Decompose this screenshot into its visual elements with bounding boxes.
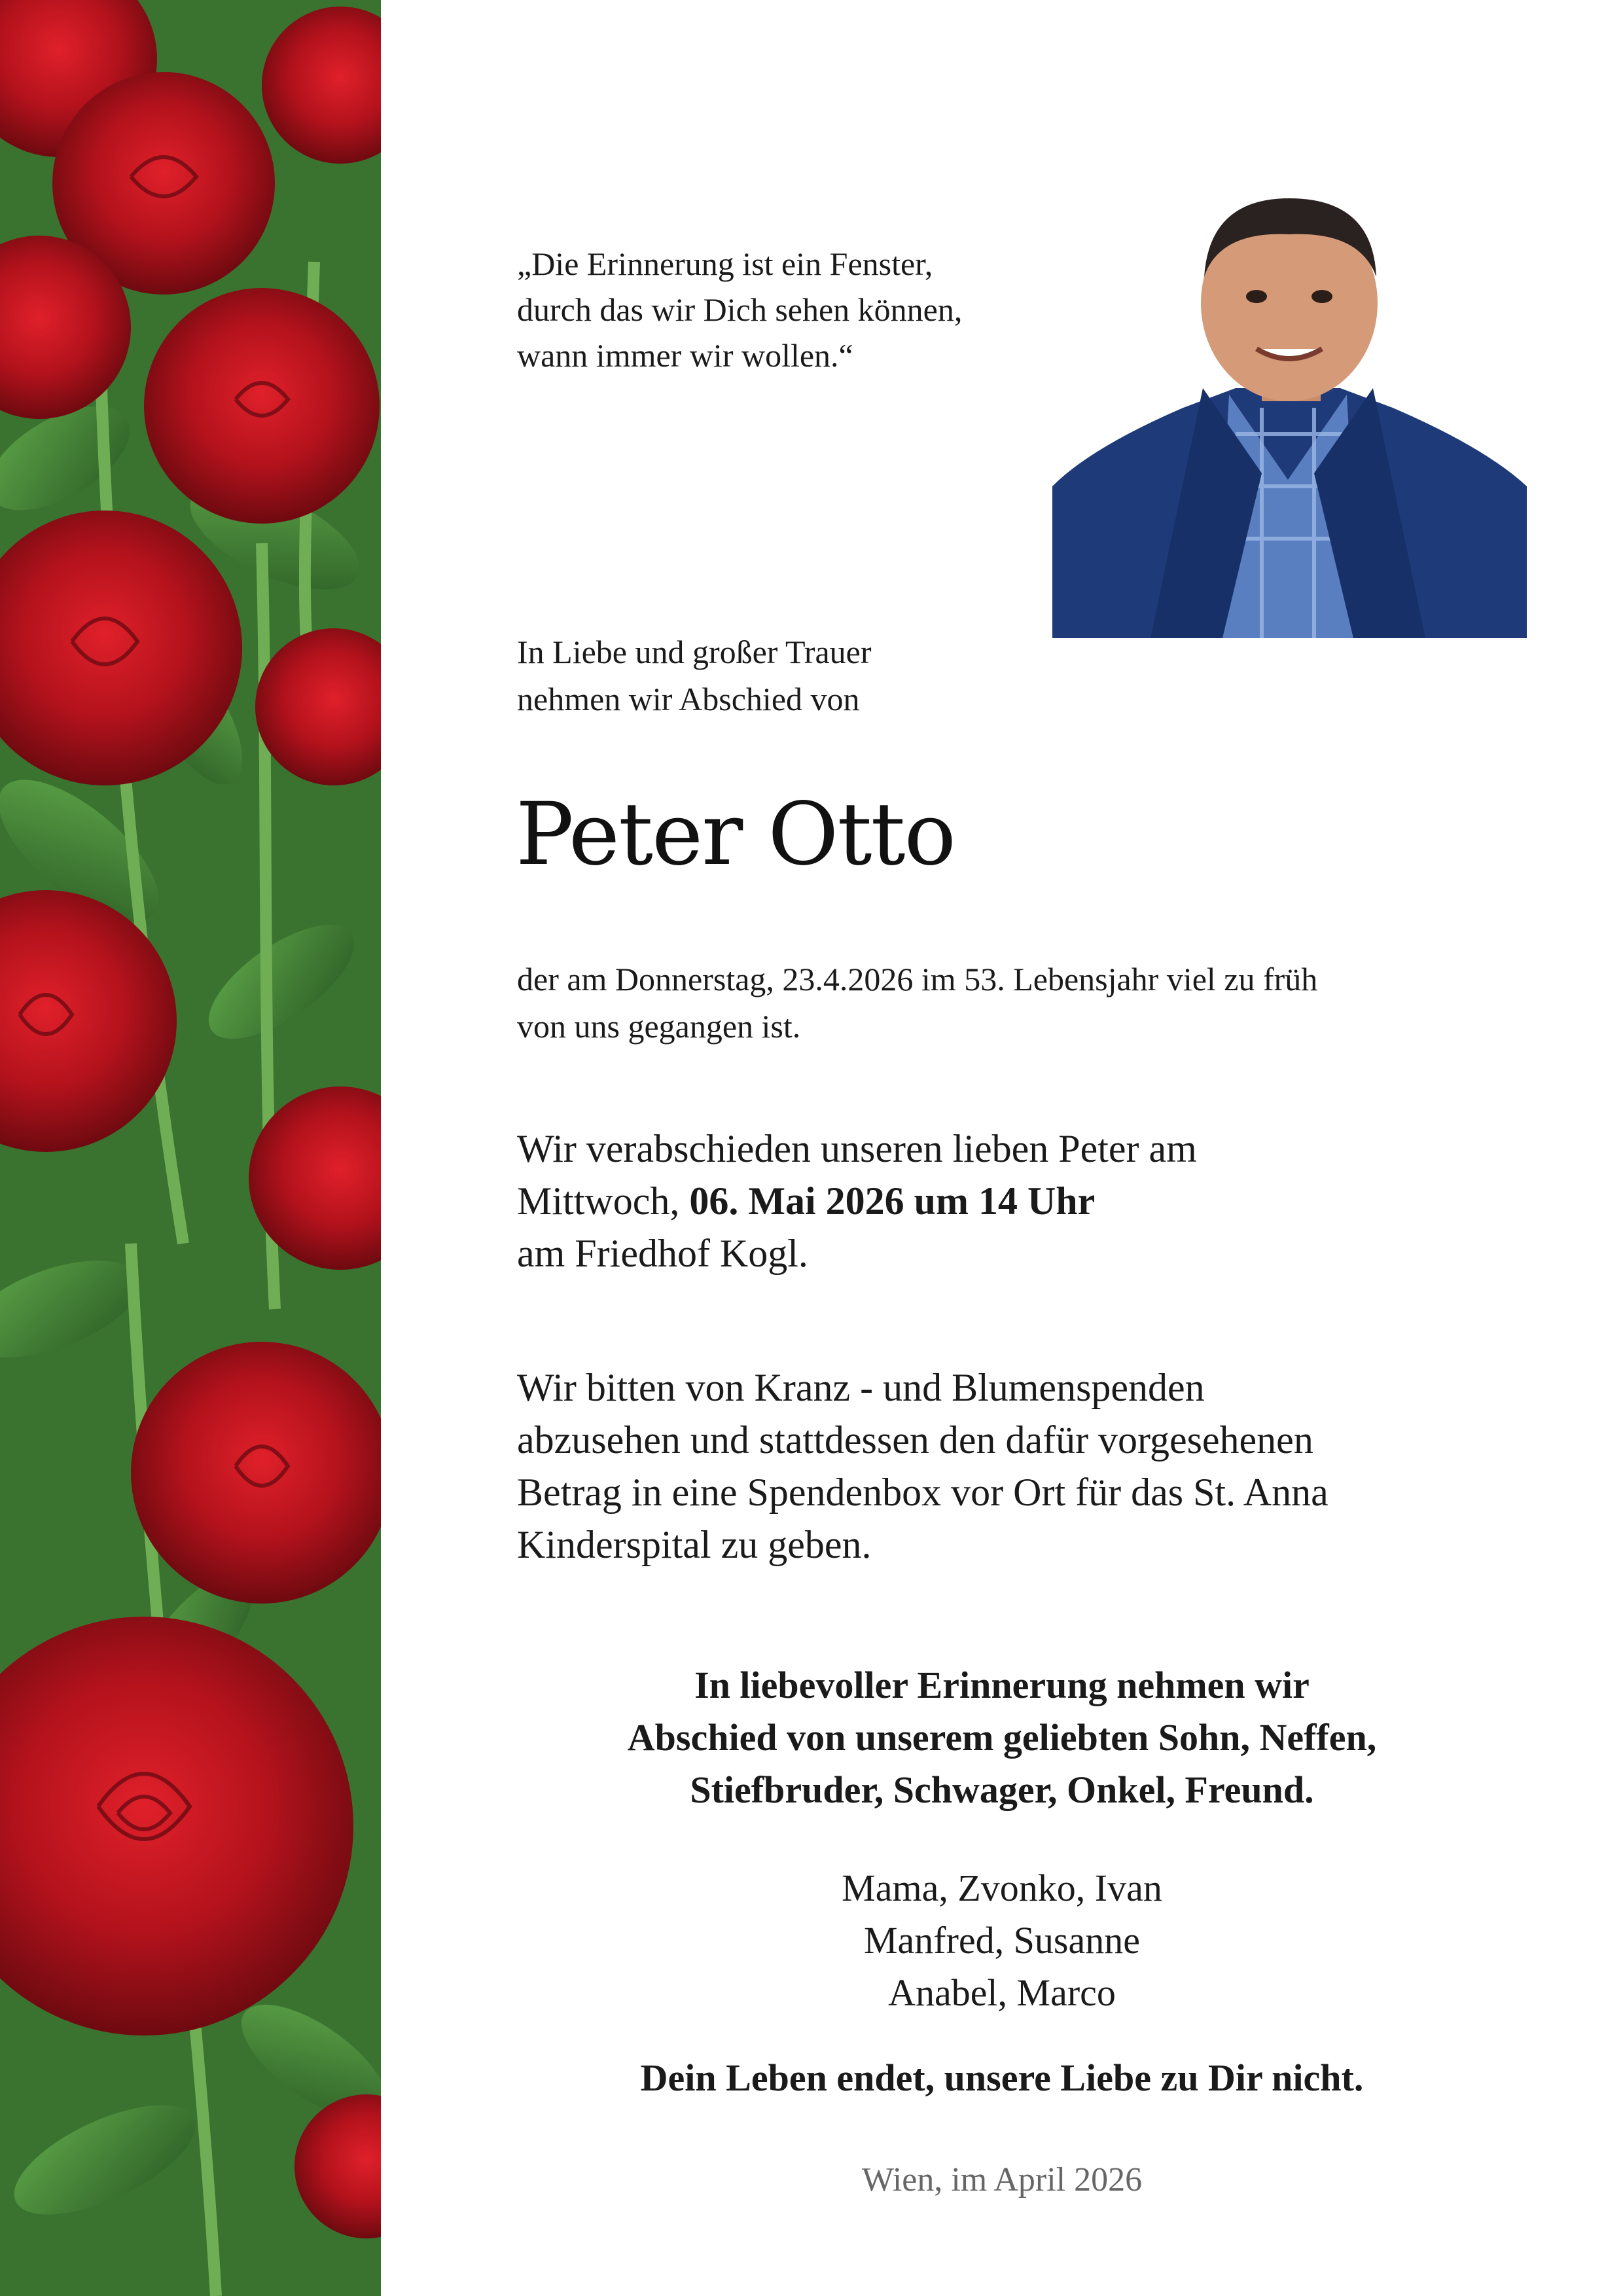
memory-line: In liebevoller Erinnerung nehmen wir — [694, 1664, 1310, 1706]
family-signatures — [381, 1862, 1623, 2019]
deceased-name: Peter Otto — [516, 784, 955, 885]
intro-line: In Liebe und großer Trauer — [517, 634, 872, 670]
portrait-photo — [1052, 172, 1527, 638]
roses-image — [0, 0, 381, 2296]
donation-line: Kinderspital zu geben. — [517, 1523, 872, 1566]
funeral-date-time: 06. Mai 2026 um 14 Uhr — [689, 1179, 1096, 1223]
funeral-details — [517, 1122, 1499, 1280]
donation-line: Wir bitten von Kranz - und Blumenspenden — [517, 1366, 1205, 1409]
portrait-image — [1052, 172, 1527, 638]
funeral-day: Mittwoch, — [517, 1179, 690, 1223]
family-line: Anabel, Marco — [888, 1971, 1116, 2014]
memory-statement — [381, 1659, 1623, 1816]
family-line: Mama, Zvonko, Ivan — [842, 1867, 1162, 1909]
family-line: Manfred, Susanne — [863, 1919, 1140, 1962]
memorial-quote — [517, 241, 1073, 378]
memory-line: Abschied von unserem geliebten Sohn, Neffen, — [627, 1716, 1377, 1759]
funeral-line: Wir verabschieden unseren lieben Peter am — [517, 1127, 1197, 1170]
donation-request — [517, 1361, 1499, 1571]
funeral-line — [517, 1175, 1499, 1227]
roses-side-panel — [0, 0, 381, 2296]
memory-line: Stiefbruder, Schwager, Onkel, Freund. — [690, 1768, 1314, 1811]
quote-line: „Die Erinnerung ist ein Fenster, — [517, 245, 933, 282]
place-date: Wien, im April 2026 — [861, 2161, 1143, 2198]
intro-text — [517, 628, 1106, 723]
death-notice-line: der am Donnerstag, 23.4.2026 im 53. Lebensjahr viel zu früh — [517, 961, 1318, 997]
closing-line: Dein Leben endet, unsere Liebe zu Dir nicht. — [640, 2056, 1364, 2099]
donation-line: Betrag in eine Spendenbox vor Ort für das St. Anna — [517, 1471, 1329, 1514]
death-notice-line: von uns gegangen ist. — [517, 1008, 801, 1045]
funeral-location: am Friedhof Kogl. — [517, 1232, 808, 1275]
death-notice — [517, 956, 1499, 1050]
quote-line: durch das wir Dich sehen können, — [517, 291, 963, 328]
quote-line: wann immer wir wollen.“ — [517, 337, 853, 374]
donation-line: abzusehen und stattdessen den dafür vorgesehenen — [517, 1418, 1313, 1462]
intro-line: nehmen wir Abschied von — [517, 681, 860, 717]
